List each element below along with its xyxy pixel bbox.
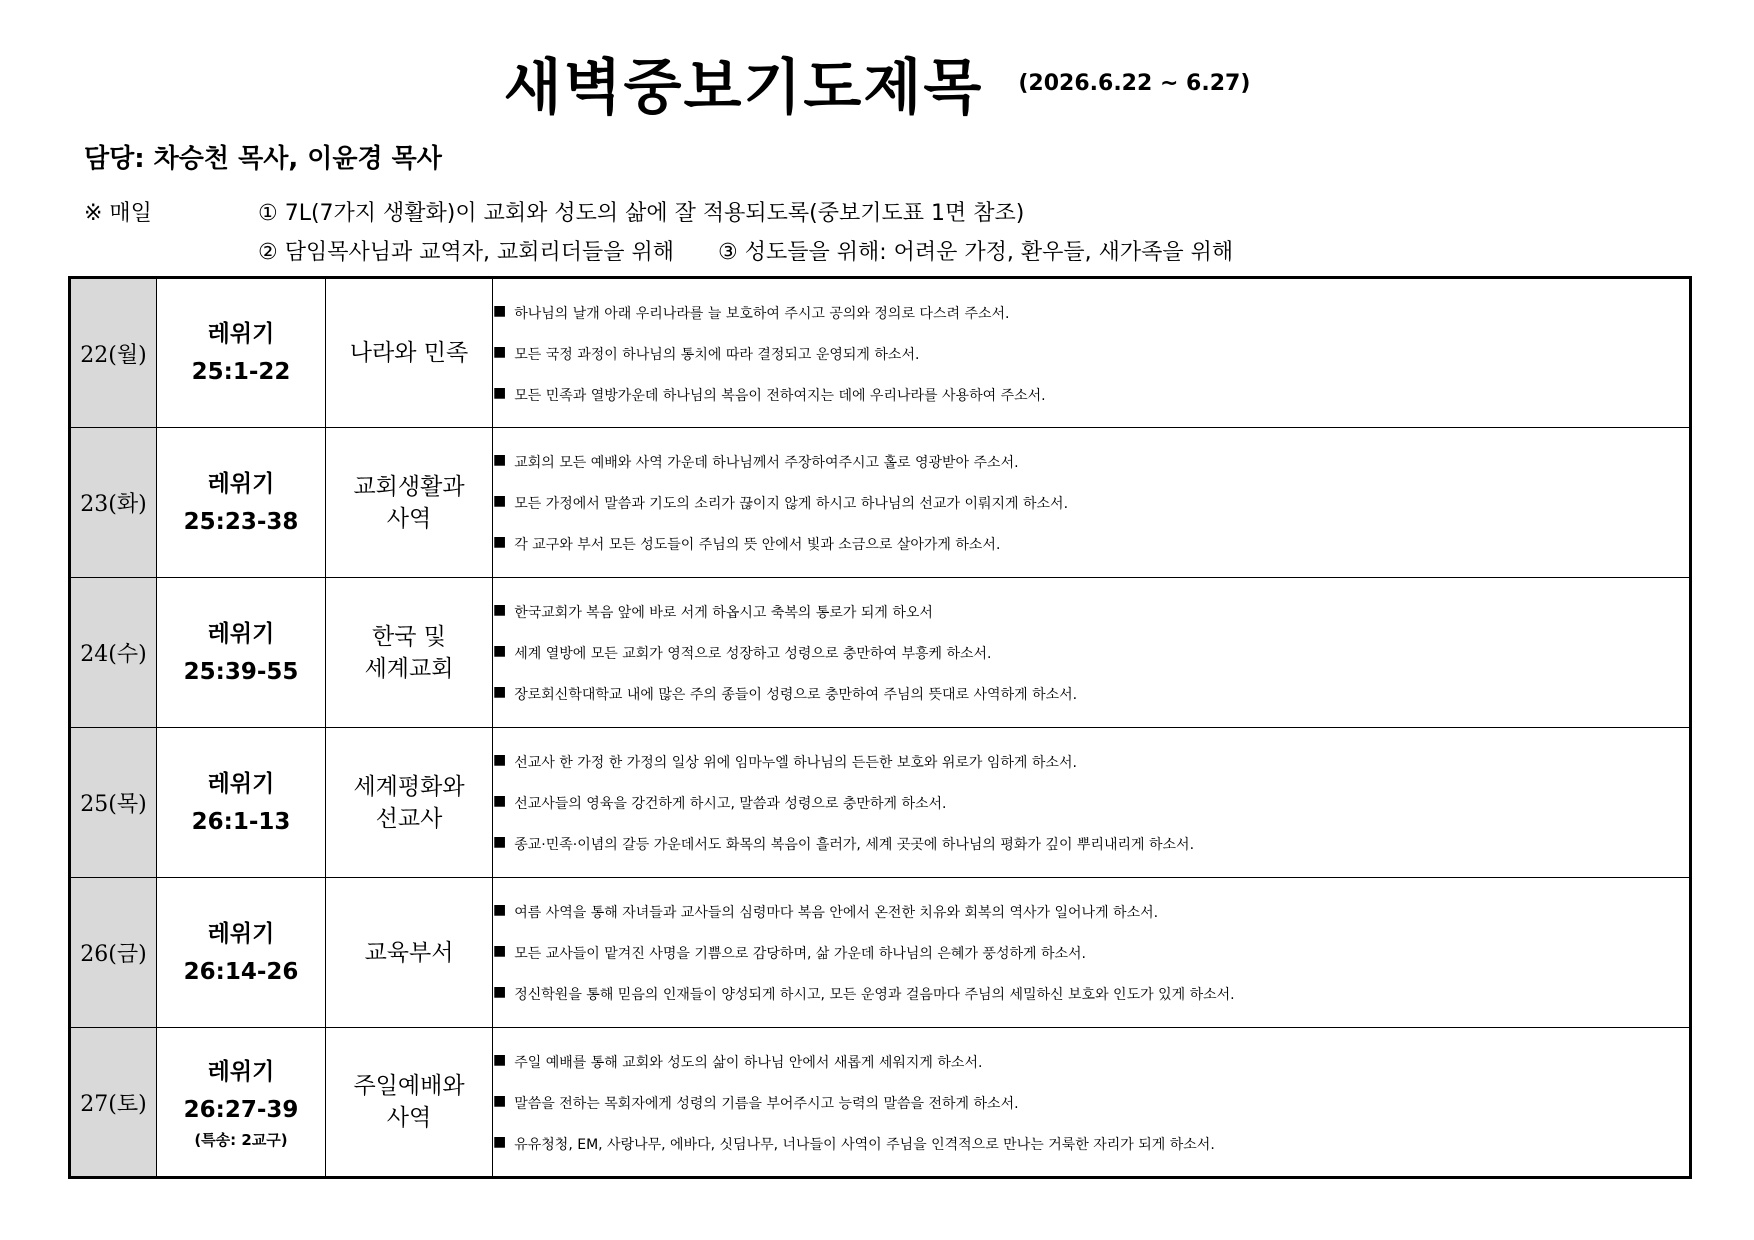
schedule-row <box>70 728 1691 878</box>
square-bullet-icon: ■ <box>493 602 507 618</box>
schedule-row <box>70 278 1691 428</box>
topic-line: 사역 <box>386 1105 432 1131</box>
square-bullet-icon: ■ <box>493 902 507 918</box>
prayer-text: 종교·민족·이념의 갈등 가운데서도 화목의 복음이 흘러가, 세계 곳곳에 하나님의 평화가 깊이 뿌리내리게 하소서. <box>514 837 1195 853</box>
square-bullet-icon: ■ <box>493 943 507 959</box>
day-cell: 24(수) <box>70 578 157 728</box>
daily-items-2-3 <box>258 235 1233 266</box>
scripture-verse: 26:1-13 <box>191 808 291 835</box>
topic-line: 세계교회 <box>364 655 454 682</box>
daily-item-2: ② 담임목사님과 교역자, 교회리더들을 위해 <box>258 240 674 265</box>
prayer-item <box>493 823 1689 864</box>
schedule-row <box>70 878 1691 1028</box>
day-cell: 25(목) <box>70 728 157 878</box>
prayer-item <box>493 292 1689 333</box>
prayer-text: 세계 열방에 모든 교회가 영적으로 성장하고 성령으로 충만하여 부흥케 하소서. <box>514 646 992 662</box>
topic-line: 사역 <box>386 505 432 532</box>
topic-line: 나라와 민족 <box>349 340 469 366</box>
prayer-item <box>493 741 1689 782</box>
prayer-text: 모든 가정에서 말씀과 기도의 소리가 끊이지 않게 하시고 하나님의 선교가 이뤄지게 하소서. <box>514 496 1069 512</box>
topic-line: 선교사 <box>375 805 443 832</box>
day-cell: 23(화) <box>70 428 157 578</box>
scripture-cell <box>157 1028 326 1178</box>
topic-line: 교육부서 <box>364 939 454 966</box>
prayer-item <box>493 1041 1689 1082</box>
square-bullet-icon: ■ <box>493 534 507 550</box>
scripture-book: 레위기 <box>207 1059 275 1085</box>
day-cell: 26(금) <box>70 878 157 1028</box>
page-title: 새벽중보기도제목 <box>503 53 984 123</box>
prayer-item <box>493 333 1689 374</box>
prayer-cell <box>493 578 1691 728</box>
prayer-item <box>493 523 1689 564</box>
square-bullet-icon: ■ <box>493 1092 507 1109</box>
scripture-book: 레위기 <box>207 920 275 947</box>
topic-cell <box>326 878 493 1028</box>
schedule-row <box>70 1028 1691 1178</box>
special-song-note: (특송: 2교구) <box>194 1131 288 1149</box>
prayer-text: 정신학원을 통해 믿음의 인재들이 양성되게 하시고, 모든 운영과 걸음마다 주님의 세밀하신 보호와 인도가 있게 하소서. <box>514 987 1235 1003</box>
prayer-item <box>493 441 1689 482</box>
scripture-cell <box>157 428 326 578</box>
prayer-text: 모든 민족과 열방가운데 하나님의 복음이 전하여지는 데에 우리나라를 사용하여 주소서. <box>514 387 1046 404</box>
prayer-text: 말씀을 전하는 목회자에게 성령의 기름을 부어주시고 능력의 말씀을 전하게 하소서. <box>514 1095 1019 1112</box>
square-bullet-icon: ■ <box>493 643 507 659</box>
topic-line: 주일예배와 <box>353 1073 465 1099</box>
prayer-text: 주일 예배를 통해 교회와 성도의 삶이 하나님 안에서 새롭게 세워지게 하소서. <box>514 1054 983 1071</box>
scripture-book: 레위기 <box>207 770 275 797</box>
date-range: (2026.6.22 ~ 6.27) <box>1018 70 1251 96</box>
square-bullet-icon: ■ <box>493 752 507 768</box>
topic-cell <box>326 728 493 878</box>
daily-item-1: ① 7L(7가지 생활화)이 교회와 성도의 삶에 잘 적용되도록(중보기도표 1면 참조) <box>258 201 1025 226</box>
scripture-book: 레위기 <box>207 470 275 497</box>
square-bullet-icon: ■ <box>493 384 507 401</box>
scripture-verse: 26:27-39 <box>183 1097 299 1123</box>
prayer-item <box>493 973 1689 1014</box>
prayer-text: 모든 국정 과정이 하나님의 통치에 따라 결정되고 운영되게 하소서. <box>514 346 920 363</box>
daily-label: ※ 매일 <box>84 201 152 226</box>
square-bullet-icon: ■ <box>493 343 507 360</box>
prayer-item <box>493 374 1689 415</box>
scripture-verse: 25:1-22 <box>191 359 291 385</box>
prayer-cell <box>493 278 1691 428</box>
schedule-table <box>68 276 1692 1179</box>
prayer-cell <box>493 878 1691 1028</box>
topic-cell <box>326 428 493 578</box>
prayer-text: 선교사 한 가정 한 가정의 일상 위에 임마누엘 하나님의 든든한 보호와 위로가 임하게 하소서. <box>514 755 1077 771</box>
scripture-cell <box>157 878 326 1028</box>
square-bullet-icon: ■ <box>493 452 507 468</box>
prayer-item <box>493 891 1689 932</box>
daily-item-3: ③ 성도들을 위해: 어려운 가정, 환우들, 새가족을 위해 <box>717 240 1234 265</box>
scripture-verse: 26:14-26 <box>183 958 299 985</box>
prayer-cell <box>493 728 1691 878</box>
prayer-item <box>493 1082 1689 1123</box>
scripture-verse: 25:23-38 <box>183 508 299 535</box>
scripture-book: 레위기 <box>207 620 275 647</box>
square-bullet-icon: ■ <box>493 493 507 509</box>
schedule-body <box>70 278 1691 1178</box>
prayer-text: 한국교회가 복음 앞에 바로 서게 하옵시고 축복의 통로가 되게 하오서 <box>514 605 933 621</box>
prayer-item <box>493 591 1689 632</box>
square-bullet-icon: ■ <box>493 1133 507 1150</box>
prayer-text: 모든 교사들이 맡겨진 사명을 기쁨으로 감당하며, 삶 가운데 하나님의 은혜가 풍성하게 하소서. <box>514 946 1086 962</box>
square-bullet-icon: ■ <box>493 984 507 1000</box>
prayer-text: 하나님의 날개 아래 우리나라를 늘 보호하여 주시고 공의와 정의로 다스려 주소서. <box>514 305 1010 322</box>
topic-line: 세계평화와 <box>353 773 465 800</box>
topic-cell <box>326 578 493 728</box>
charge-pastors: 담당: 차승천 목사, 이윤경 목사 <box>84 144 442 174</box>
header <box>0 40 1754 126</box>
topic-line: 교회생활과 <box>353 473 465 500</box>
square-bullet-icon: ■ <box>493 834 507 850</box>
scripture-cell <box>157 578 326 728</box>
prayer-item <box>493 932 1689 973</box>
prayer-cell <box>493 1028 1691 1178</box>
square-bullet-icon: ■ <box>493 684 507 700</box>
prayer-item <box>493 1123 1689 1164</box>
scripture-verse: 25:39-55 <box>183 658 299 685</box>
topic-cell <box>326 278 493 428</box>
day-cell: 22(월) <box>70 278 157 428</box>
day-cell: 27(토) <box>70 1028 157 1178</box>
scripture-cell <box>157 278 326 428</box>
prayer-text: 각 교구와 부서 모든 성도들이 주님의 뜻 안에서 빛과 소금으로 살아가게 하소서. <box>514 537 1001 553</box>
schedule-row <box>70 428 1691 578</box>
prayer-item <box>493 782 1689 823</box>
prayer-text: 유유청청, EM, 사랑나무, 에바다, 싯딤나무, 너나들이 사역이 주님을 인격적으로 만나는 거룩한 자리가 되게 하소서. <box>514 1136 1215 1153</box>
prayer-text: 교회의 모든 예배와 사역 가운데 하나님께서 주장하여주시고 홀로 영광받아 주소서. <box>514 455 1019 471</box>
prayer-item <box>493 673 1689 714</box>
prayer-cell <box>493 428 1691 578</box>
prayer-item <box>493 632 1689 673</box>
schedule-row <box>70 578 1691 728</box>
topic-cell <box>326 1028 493 1178</box>
prayer-text: 장로회신학대학교 내에 많은 주의 종들이 성령으로 충만하여 주님의 뜻대로 사역하게 하소서. <box>514 687 1078 703</box>
prayer-item <box>493 482 1689 523</box>
square-bullet-icon: ■ <box>493 302 507 319</box>
square-bullet-icon: ■ <box>493 1051 507 1068</box>
square-bullet-icon: ■ <box>493 793 507 809</box>
prayer-text: 선교사들의 영육을 강건하게 하시고, 말씀과 성령으로 충만하게 하소서. <box>514 796 947 812</box>
scripture-book: 레위기 <box>207 321 275 347</box>
prayer-text: 여름 사역을 통해 자녀들과 교사들의 심령마다 복음 안에서 온전한 치유와 회복의 역사가 일어나게 하소서. <box>514 905 1159 921</box>
topic-line: 한국 및 <box>372 623 446 650</box>
scripture-cell <box>157 728 326 878</box>
